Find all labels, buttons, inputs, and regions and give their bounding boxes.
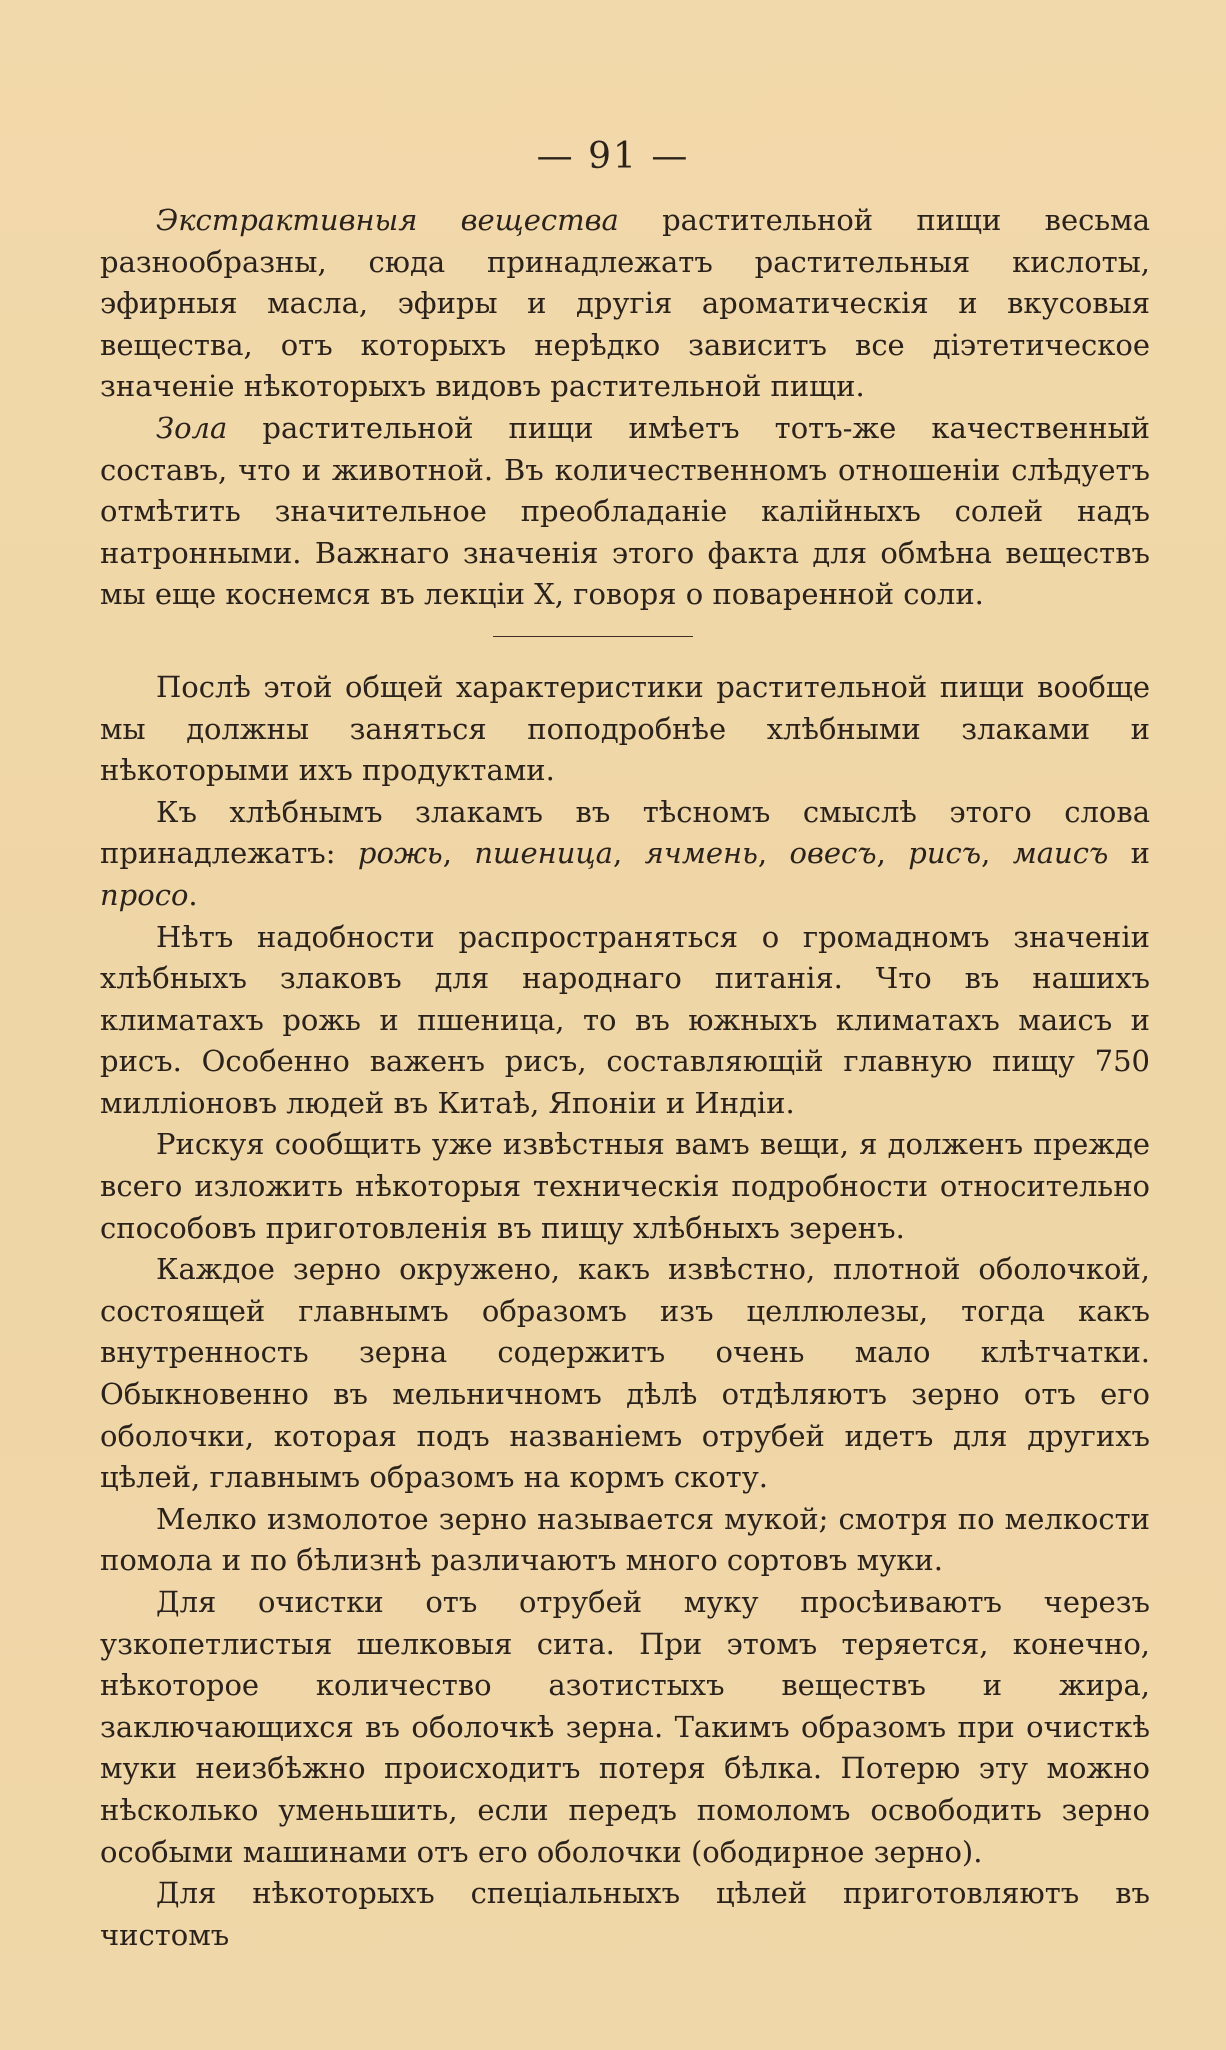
- paragraph-technical: Рискуя сообщить уже извѣстныя вамъ вещи, я долженъ прежде всего изложить нѣкоторыя техническія подробности относительно способовъ приготовленія въ пищу хлѣбныхъ зеренъ.: [100, 1127, 1150, 1245]
- separator: ,: [757, 836, 790, 871]
- term-extractives: Экстрактивныя вещества: [156, 203, 619, 237]
- period: .: [188, 877, 198, 912]
- separator: ,: [612, 836, 645, 871]
- separator: ,: [442, 836, 475, 871]
- paragraph-text: растительной пищи весьма разнообразны, сюда принадлежатъ растительныя кислоты, эфирныя масла, эфиры и другія ароматическія и вкусовыя вещества, отъ которыхъ нерѣдко зависитъ все діэтетическое значеніе нѣкоторыхъ видовъ растительной пищи.: [100, 203, 1150, 404]
- grain-millet: просо: [100, 877, 189, 912]
- paragraph-special: Для нѣкоторыхъ спеціальныхъ цѣлей приготовляютъ въ чистомъ: [100, 1876, 1150, 1952]
- separator: ,: [876, 836, 909, 871]
- grain-wheat: пшеница: [474, 836, 613, 871]
- separator: ,: [981, 836, 1013, 871]
- paragraph-importance: Нѣтъ надобности распространяться о громадномъ значеніи хлѣбныхъ злаковъ для народнаго питанія. Что въ нашихъ климатахъ рожь и пшеница, то въ южныхъ климатахъ маисъ и рисъ. Особенно важенъ рисъ, составляющій главную пищу 750 милліоновъ людей въ Китаѣ, Японіи и Индіи.: [100, 919, 1150, 1120]
- grain-rye: рожь: [357, 836, 443, 871]
- term-ash: Зола: [156, 410, 228, 445]
- paragraph-grain-shell: Каждое зерно окружено, какъ извѣстно, плотной оболочкой, состоящей главнымъ образомъ изъ целлюлезы, тогда какъ внутренность зерна содержитъ очень мало клѣтчатки. Обыкновенно въ мельничномъ дѣлѣ отдѣляютъ зерно отъ его оболочки, которая подъ названіемъ отрубей идетъ для другихъ цѣлей, главнымъ образомъ на кормъ скоту.: [100, 1252, 1150, 1495]
- paragraph-cereals-intro: Послѣ этой общей характеристики растительной пищи вообще мы должны заняться поподробнѣе хлѣбными злаками и нѣкоторыми ихъ продуктами.: [100, 669, 1150, 788]
- grain-rice: рисъ: [908, 836, 982, 871]
- paragraph-extractives: [100, 200, 1150, 408]
- page-number: — 91 —: [536, 136, 690, 177]
- body-text: [100, 200, 1150, 1956]
- paragraph-sifting: Для очистки отъ отрубей муку просѣиваютъ черезъ узкопетлистыя шелковыя сита. При этомъ теряется, конечно, нѣкоторое количество азотистыхъ веществъ и жира, заключающихся въ оболочкѣ зерна. Такимъ образомъ при очисткѣ муки неизбѣжно происходитъ потеря бѣлка. Потерю эту можно нѣсколько уменьшить, если передъ помоломъ освободить зерно особыми машинами отъ его оболочки (ободирное зерно).: [100, 1585, 1150, 1869]
- paragraph-ash: [100, 408, 1150, 616]
- paragraph-text: Къ хлѣбнымъ злакамъ въ тѣсномъ смыслѣ этого слова принадлежатъ:: [100, 794, 1150, 871]
- section-divider: [493, 636, 693, 637]
- grain-oats: овесъ: [789, 836, 877, 871]
- grain-maize: маисъ: [1012, 836, 1109, 871]
- paragraph-text: растительной пищи имѣетъ тотъ-же качественный составъ, что и животной. Въ количественномъ отношеніи слѣдуетъ отмѣтить значительное преобладаніе калійныхъ солей надъ натронными. Важнаго значенія этого факта для обмѣна веществъ мы еще коснемся въ лекціи X, говоря о поваренной соли.: [100, 410, 1150, 612]
- separator: и: [1108, 836, 1151, 871]
- paragraph-flour: Мелко измолотое зерно называется мукой; смотря по мелкости помола и по бѣлизнѣ различаютъ много сортовъ муки.: [100, 1501, 1150, 1578]
- paragraph-cereals-list: [100, 792, 1150, 917]
- grain-barley: ячмень: [644, 836, 758, 871]
